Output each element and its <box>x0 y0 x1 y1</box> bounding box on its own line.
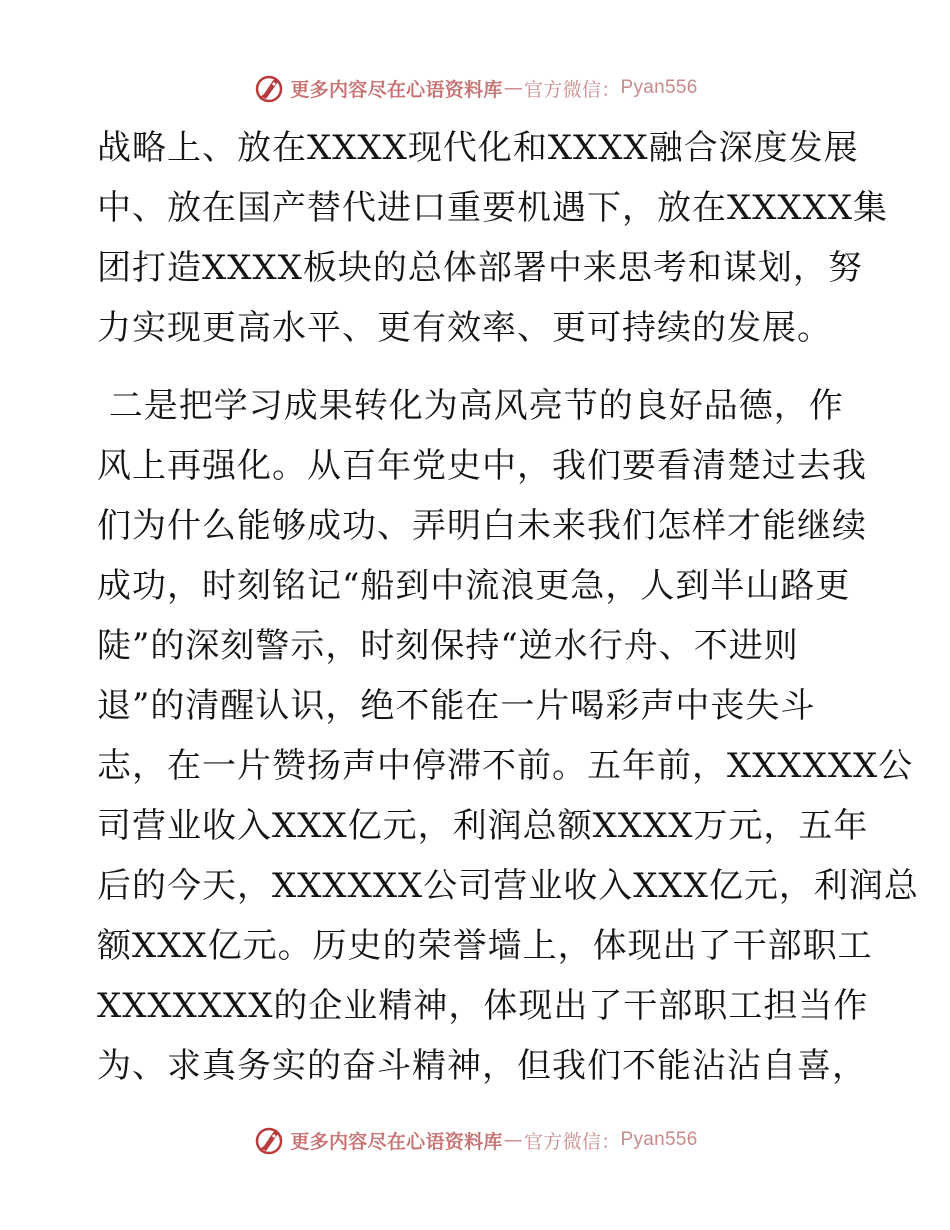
text-line: 志，在一片赞扬声中停滞不前。五年前，XXXXXX公 <box>97 746 914 786</box>
watermark-text: 更多内容尽在心语资料库 <box>290 1130 503 1153</box>
text-line: 成功，时刻铭记“船到中流浪更急，人到半山路更 <box>97 566 851 606</box>
pen-nib-logo-icon <box>252 71 286 105</box>
text-line: 额XXX亿元。历史的荣誉墙上，体现出了干部职工 <box>97 926 873 966</box>
text-line: 退”的清醒认识，绝不能在一片喝彩声中丧失斗 <box>97 686 816 726</box>
paragraph-gap <box>97 358 857 376</box>
paragraph <box>97 376 919 1096</box>
text-line: 为、求真务实的奋斗精神，但我们不能沾沾自喜， <box>97 1046 867 1086</box>
watermark-contact-label: 官方微信： <box>524 1130 621 1153</box>
header-watermark <box>0 68 950 108</box>
text-line: 力实现更高水平、更有效率、更可持续的发展。 <box>97 308 832 348</box>
text-line: 战略上、放在XXXX现代化和XXXX融合深度发展 <box>97 128 859 168</box>
body-text <box>97 118 919 1096</box>
watermark-contact-id: Pyan556 <box>620 1129 698 1150</box>
watermark-dash: — <box>503 1129 523 1151</box>
text-line: 们为什么能够成功、弄明白未来我们怎样才能继续 <box>97 506 867 546</box>
watermark-dash: — <box>503 77 523 99</box>
text-line: XXXXXXX的企业精神，体现出了干部职工担当作 <box>97 986 869 1026</box>
footer-watermark <box>0 1120 950 1160</box>
text-line: 团打造XXXX板块的总体部署中来思考和谋划，努 <box>97 248 863 288</box>
text-line: 司营业收入XXX亿元，利润总额XXXX万元，五年 <box>97 806 869 846</box>
watermark-contact-id: Pyan556 <box>620 77 698 98</box>
text-line: 陡”的深刻警示，时刻保持“逆水行舟、不进则 <box>97 626 799 666</box>
text-line: 中、放在国产替代进口重要机遇下，放在XXXXX集 <box>97 188 889 228</box>
text-line: 风上再强化。从百年党史中，我们要看清楚过去我 <box>97 446 867 486</box>
paragraph <box>97 118 889 358</box>
text-line: 后的今天，XXXXXX公司营业收入XXX亿元，利润总 <box>97 866 919 906</box>
watermark-contact-label: 官方微信： <box>524 78 621 101</box>
watermark-text: 更多内容尽在心语资料库 <box>290 78 503 101</box>
text-line: 二是把学习成果转化为高风亮节的良好品德，作 <box>97 386 844 426</box>
pen-nib-logo-icon <box>252 1123 286 1157</box>
